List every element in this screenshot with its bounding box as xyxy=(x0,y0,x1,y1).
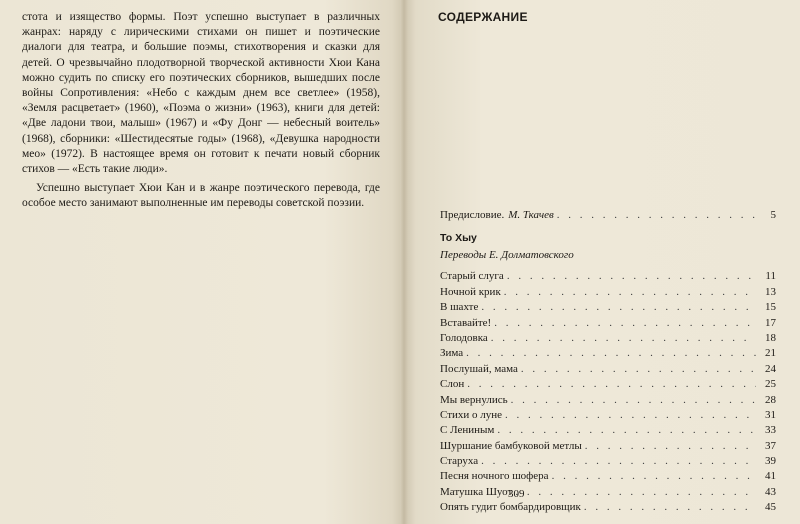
toc-entry xyxy=(440,408,776,423)
paragraph: стота и изящество формы. Поэт успешно выступает в различных жанрах: наряду с лирическими стихами он пишет и поэтические диалоги для театра, и большие поэмы, стихотворения и сказки для детей. О чрезвычайно плодотворной творческой активности Хюи Кана можно судить по списку его поэтических сборников, вышедших после войны Сопротивления: «Небо с каждым днем все светлее» (1958), «Земля расцветает» (1960), «Поэма о жизни» (1963), книги для детей: «Две ладони твои, малыш» (1967) и «Фу Донг — небесный воитель» (1968), сборники: «Шестидесятые годы» (1968), «Девушка народности мео» (1972). В настоящее время он готовит к печати новый сборник стихов — «Есть такие люди». xyxy=(22,11,380,176)
toc-entry-title: Старуха xyxy=(440,455,479,468)
dot-leader xyxy=(521,362,756,377)
page-number: 309 xyxy=(508,488,525,500)
toc-page-number: 45 xyxy=(765,501,776,514)
toc-entry-title: Мы вернулись xyxy=(440,393,508,406)
dot-leader xyxy=(507,269,756,284)
toc-entry xyxy=(440,393,776,408)
toc-entry xyxy=(440,300,776,315)
toc-entry-title: Матушка Шуот xyxy=(440,485,513,498)
toc-entry-title: Вставайте! xyxy=(440,316,492,329)
toc-entry xyxy=(440,362,776,377)
toc-entry xyxy=(440,331,776,346)
paragraph: Успешно выступает Хюи Кан и в жанре поэтического перевода, где особое место занимают выполненные им переводы советской поэзии. xyxy=(22,182,380,210)
toc-page-number: 17 xyxy=(765,316,776,329)
toc-entry-title: Старый слуга xyxy=(440,270,504,283)
toc-entry-author: М. Ткачев xyxy=(508,209,554,221)
toc-entry-title: Ночной крик xyxy=(440,285,501,298)
dot-leader xyxy=(467,377,756,392)
toc-page-number: 28 xyxy=(765,393,776,406)
dot-leader xyxy=(494,316,756,331)
toc-entry xyxy=(440,316,776,331)
toc-entry-title: Послушай, мама xyxy=(440,362,518,375)
toc-entry-title: С Лениным xyxy=(440,424,495,437)
toc-entry-title: Предисловие. М. Ткачев xyxy=(440,209,554,221)
toc-page-number: 31 xyxy=(765,408,776,421)
toc-page-number: 11 xyxy=(765,270,776,283)
book-gutter xyxy=(400,0,408,524)
toc-entry xyxy=(440,469,776,484)
toc-page-number: 15 xyxy=(765,301,776,314)
toc-entry-title: Песня ночного шофера xyxy=(440,470,549,483)
toc-entry xyxy=(440,377,776,392)
dot-leader xyxy=(557,208,756,223)
toc-entry-preface xyxy=(440,208,776,223)
toc-entry-title: Слон xyxy=(440,378,465,391)
toc-page-number: 5 xyxy=(770,209,776,221)
toc-entry xyxy=(440,346,776,361)
toc-page-number: 41 xyxy=(765,470,776,483)
toc-entry-title: Голодовка xyxy=(440,331,488,344)
dot-leader xyxy=(504,285,756,300)
toc-entry-title: Шуршание бамбуковой метлы xyxy=(440,439,582,452)
dot-leader xyxy=(481,454,756,469)
dot-leader xyxy=(584,500,756,515)
dot-leader xyxy=(497,423,756,438)
toc-heading: СОДЕРЖАНИЕ xyxy=(438,10,528,24)
dot-leader xyxy=(505,408,756,423)
toc-page-number: 18 xyxy=(765,331,776,344)
dot-leader xyxy=(481,300,756,315)
dot-leader xyxy=(511,393,756,408)
toc-entry xyxy=(440,285,776,300)
toc-entry-title: Стихи о луне xyxy=(440,408,503,421)
toc-page-number: 24 xyxy=(765,362,776,375)
toc-entry xyxy=(440,500,776,515)
toc-translator: Переводы Е. Долматовского xyxy=(440,249,574,262)
toc-page-number: 39 xyxy=(765,455,776,468)
toc-page-number: 43 xyxy=(765,485,776,498)
toc-page-number: 37 xyxy=(765,439,776,452)
table-of-contents xyxy=(440,208,776,516)
toc-entry xyxy=(440,423,776,438)
toc-page-number: 33 xyxy=(765,424,776,437)
toc-entry-title: Зима xyxy=(440,347,464,360)
toc-page-number: 21 xyxy=(765,347,776,360)
toc-section-title: То Хыу xyxy=(440,232,477,245)
dot-leader xyxy=(491,331,756,346)
toc-entry xyxy=(440,454,776,469)
toc-entries xyxy=(440,269,776,515)
dot-leader xyxy=(585,439,756,454)
dot-leader xyxy=(552,469,756,484)
toc-entry-title: Опять гудит бомбардировщик xyxy=(440,501,581,514)
toc-entry xyxy=(440,439,776,454)
toc-page-number: 13 xyxy=(765,285,776,298)
dot-leader xyxy=(515,485,756,500)
toc-page-number: 25 xyxy=(765,378,776,391)
dot-leader xyxy=(466,346,756,361)
toc-entry xyxy=(440,485,776,500)
toc-entry-title: В шахте xyxy=(440,301,479,314)
left-page-text xyxy=(22,10,380,212)
toc-entry xyxy=(440,269,776,284)
